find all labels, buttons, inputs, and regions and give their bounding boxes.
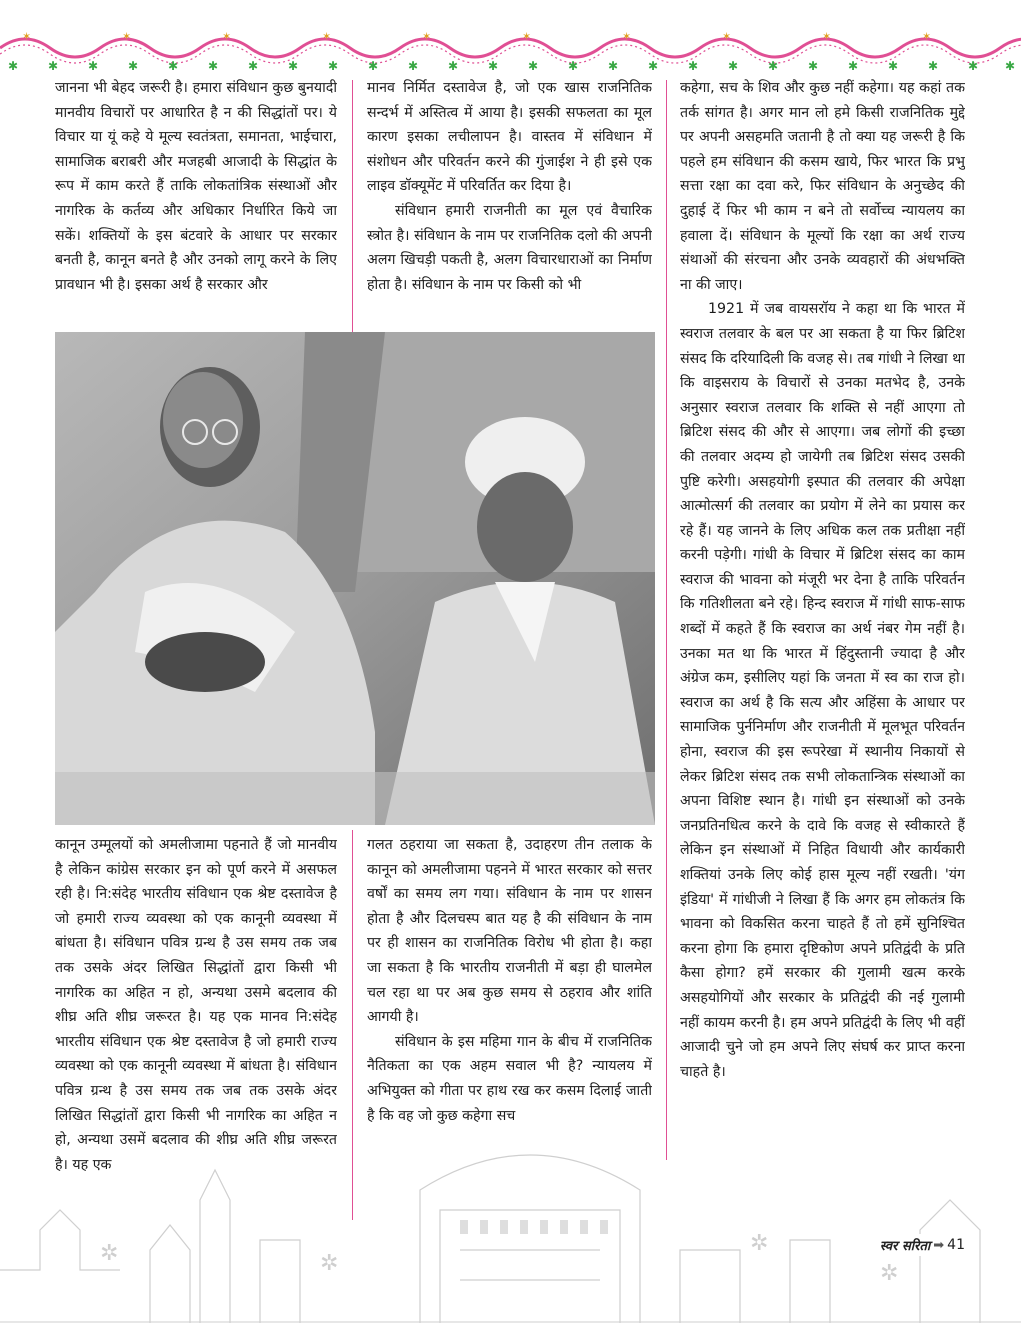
svg-text:✶: ✶: [522, 30, 532, 43]
paragraph: गलत ठहराया जा सकता है, उदाहरण तीन तलाक के कानून को अमलीजामा पहनने में भारत सरकार को सत्तर वर्षों का समय लग गया। संविधान के नाम पर शासन होता है और दिलचस्प बात यह है की संविधान के नाम पर ही शासन का राजनितिक विरोध भी होता है। कहा जा सकता है कि भारतीय राजनीती में बड़ा ही घालमेल चल रहा था पर अब कुछ समय से ठहराव और शांति आगयी है।: [367, 837, 652, 1026]
svg-text:✱: ✱: [328, 59, 339, 73]
column-divider-right: [666, 80, 667, 1160]
svg-text:✶: ✶: [622, 30, 632, 43]
svg-text:✱: ✱: [208, 59, 219, 73]
paragraph: मानव निर्मित दस्तावेज है, जो एक खास राजनितिक सन्दर्भ में अस्तित्व में आया है। इसकी सफलता का मूल कारण इसका लचीलापन है। वास्तव में संविधान में संशोधन और परिवर्तन करने की गुंजाईश ने ही इसे एक लाइव डॉक्यूमेंट में परिवर्तित कर दिया है।: [367, 80, 652, 195]
page-number: 41: [947, 1237, 965, 1253]
paragraph: जानना भी बेहद जरूरी है। हमारा संविधान कुछ बुनयादी मानवीय विचारों पर आधारित है न की सिद्धांतों पर। ये विचार या यूं कहे ये मूल्य स्वतंत्रता, समानता, भाईचारा, सामाजिक बराबरी और मजहबी आजादी के सिद्धांत के रूप में काम करते हैं ताकि लोकतांत्रिक संस्थाओं और नागरिक के कर्तव्य और अधिकार निर्धारित किये जा सकें। शक्तियों के इस बंटवारे के आधार पर सरकार बनती है, कानून बनते है और उनको लागू करने के लिए प्रावधान भी है। इसका अर्थ है सरकार और: [55, 80, 337, 293]
column-middle-bottom: [367, 833, 652, 1143]
historical-photograph: [55, 332, 655, 825]
svg-text:✱: ✱: [48, 59, 59, 73]
svg-text:✱: ✱: [968, 59, 979, 73]
svg-text:✶: ✶: [122, 30, 132, 43]
svg-text:✱: ✱: [608, 59, 619, 73]
svg-text:✱: ✱: [288, 59, 299, 73]
column-divider-left: [352, 80, 353, 332]
svg-text:✱: ✱: [88, 59, 99, 73]
svg-text:✱: ✱: [528, 59, 539, 73]
svg-text:✶: ✶: [922, 30, 932, 43]
svg-text:✱: ✱: [648, 59, 659, 73]
svg-text:✲: ✲: [880, 1261, 899, 1286]
svg-text:✲: ✲: [320, 1251, 339, 1276]
arrow-right-icon: ➡: [933, 1237, 945, 1253]
svg-text:✲: ✲: [750, 1231, 769, 1256]
svg-text:✶: ✶: [722, 30, 732, 43]
svg-text:✱: ✱: [8, 59, 19, 73]
svg-text:✱: ✱: [1005, 59, 1016, 73]
svg-text:✱: ✱: [248, 59, 259, 73]
svg-text:✱: ✱: [888, 59, 899, 73]
svg-text:✱: ✱: [168, 59, 179, 73]
decorative-top-border: [0, 0, 1021, 80]
column-right: [680, 76, 965, 1161]
svg-text:✱: ✱: [488, 59, 499, 73]
svg-text:✶: ✶: [422, 30, 432, 43]
svg-text:✱: ✱: [688, 59, 699, 73]
svg-text:✶: ✶: [22, 30, 32, 43]
svg-text:✱: ✱: [928, 59, 939, 73]
paragraph: कहेगा, सच के शिव और कुछ नहीं कहेगा। यह कहां तक तर्क सांगत है। अगर मान लो हमे किसी राजनितिक मुद्दे पर अपनी असहमति जतानी है तो क्या यह जरूरी है कि पहले हम संविधान की कसम खाये, फिर भारत कि प्रभु सत्ता रक्षा का दवा करे, फिर संविधान के अनुच्छेद की दुहाई दें फिर भी काम न बने तो सर्वोच्च न्यायलय का हवाला दें। संविधान के मूल्यों कि रक्षा का अर्थ राज्य संथाओं की संरचना और उनके व्यवहारों की अंधभक्ति ना की जाए।: [680, 80, 965, 293]
column-left-top: [55, 76, 337, 326]
paragraph: संविधान के इस महिमा गान के बीच में राजनितिक नैतिकता का एक अहम सवाल भी है? न्यायलय में अभियुक्त को गीता पर हाथ रख कर कसम दिलाई जाती है कि वह जो कुछ कहेगा सच: [367, 1033, 652, 1124]
magazine-name: स्वर सरिता: [879, 1239, 931, 1254]
paragraph: 1921 में जब वायसरॉय ने कहा था कि भारत में स्वराज तलवार के बल पर आ सकता है या फिर ब्रिटिश संसद कि दरियादिली कि वजह से। तब गांधी ने लिखा था कि वाइसराय के विचारों से उनका मतभेद है, उनके अनुसार स्वराज तलवार कि शक्ति से नहीं आएगा तो ब्रिटिश संसद की और से आएगा। जब लोगों की इच्छा की तलवार अदम्य हो जायेगी तब ब्रिटिश संसद उसकी पुष्टि करेगी। असहयोगी इस्पात की तलवार की अपेक्षा आत्मोत्सर्ग की तलवार का प्रयोग में लेने का प्रयास कर रहे हैं। यह जानने के लिए अधिक कल तक प्रतीक्षा नहीं करनी पड़ेगी। गांधी के विचार में ब्रिटिश संसद का काम स्वराज की भावना को मंजूरी भर देना है ताकि परिवर्तन कि गतिशीलता बने रहे। हिन्द स्वराज में गांधी साफ-साफ शब्दों में कहते हैं कि स्वराज का अर्थ नंबर गेम नहीं है। उनका मत था कि भारत में हिंदुस्तानी ज्यादा है और अंग्रेज कम, इसीलिए यहां कि जनता में स्व का राज हो। स्वराज का अर्थ है कि सत्य और अहिंसा के आधार पर सामाजिक पुर्ननिर्माण और राजनीती में मूलभूत परिवर्तन होना, स्वराज की इस रूपरेखा में स्थानीय निकायों से लेकर ब्रिटिश संसद तक सभी लोकतान्त्रिक संस्थाओं का अपना विशिष्ट स्थान है। गांधी इन संस्थाओं को उनके जनप्रतिनधित्व करने के दावे कि वजह से स्वीकारते हैं लेकिन इन संस्थाओं में निहित विधायी और कार्यकारी शक्तियां उनके लिए कोई हास मूल्य नहीं रखती। 'यंग इंडिया' में गांधीजी ने लिखा हैं कि अगर हम लोकतंत्र कि भावना को विकसित करना चाहते हैं तो हमें सुनिश्चित करना होगा कि हमारा दृष्टिकोण अपने प्रतिद्वंदी के प्रति कैसा होगा? हमें सरकार की गुलामी खत्म करके असहयोगियों और सरकार के प्रतिद्वंदी की नई गुलामी नहीं कायम करनी है। हम अपने प्रतिद्वंदी के लिए भी वहीं आजादी चुने जो हम अपने लिए संघर्ष कर प्राप्त करना चाहते है।: [680, 301, 965, 1080]
svg-text:✱: ✱: [808, 59, 819, 73]
paragraph: संविधान हमारी राजनीती का मूल एवं वैचारिक स्त्रोत है। संविधान के नाम पर राजनितिक दलो की अपनी अलग खिचड़ी पकती है, अलग विचारधाराओं का निर्माण होता है। संविधान के नाम पर किसी को भी: [367, 202, 652, 293]
svg-text:✶: ✶: [822, 30, 832, 43]
svg-text:✱: ✱: [368, 59, 379, 73]
svg-text:✱: ✱: [128, 59, 139, 73]
svg-text:✱: ✱: [448, 59, 459, 73]
decorative-skyline-illustration: [0, 1130, 1021, 1323]
svg-text:✱: ✱: [408, 59, 419, 73]
svg-text:✱: ✱: [848, 59, 859, 73]
svg-text:✲: ✲: [100, 1241, 119, 1266]
column-middle-top: [367, 76, 652, 326]
svg-text:✱: ✱: [568, 59, 579, 73]
paragraph: कानून उम्मूलयों को अमलीजामा पहनाते हैं जो मानवीय है लेकिन कांग्रेस सरकार इन को पूर्ण करने में असफल रही है। नि:संदेह भारतीय संविधान एक श्रेष्ट दस्तावेज है जो हमारी राज्य व्यवस्था को एक कानूनी व्यवस्था में बांधता है। संविधान पवित्र ग्रन्थ है उस समय तक जब तक उसके अंदर लिखित सिद्धांतों द्वारा किसी भी नागरिक का अहित न हो, अन्यथा उसमे बदलाव की शीघ्र अति शीघ्र जरूरत है। यह एक मानव नि:संदेह भारतीय संविधान एक श्रेष्ट दस्तावेज है जो हमारी राज्य व्यवस्था को एक कानूनी व्यवस्था में बांधता है। संविधान पवित्र ग्रन्थ है उस समय तक जब तक उसके अंदर लिखित सिद्धांतों द्वारा किसी भी नागरिक का अहित न हो, अन्यथा उसमें बदलाव की शीघ्र अति शीघ्र जरूरत है। यह एक: [55, 837, 337, 1173]
svg-text:✱: ✱: [728, 59, 739, 73]
svg-text:✶: ✶: [322, 30, 332, 43]
page-footer: [876, 1234, 969, 1256]
border-star-icons: [8, 59, 1015, 73]
svg-text:✱: ✱: [768, 59, 779, 73]
svg-text:✶: ✶: [222, 30, 232, 43]
